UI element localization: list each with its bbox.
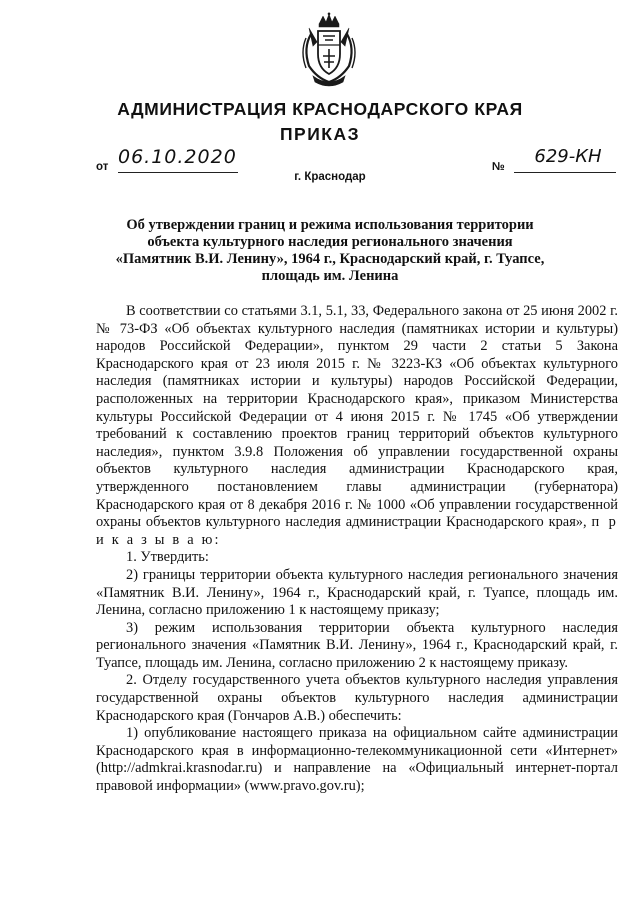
number-value: 629-КН — [534, 146, 602, 167]
city: г. Краснодар — [294, 171, 366, 183]
preamble-paragraph — [96, 303, 618, 549]
title-line: Об утверждении границ и режима использования территории — [126, 217, 534, 233]
document-type: ПРИКАЗ — [279, 124, 361, 144]
item-1-sub-2: 2) границы территории объекта культурного наследия регионального значения «Памятник В.И. Ленину», 1964 г., Краснодарский край, г. Туапсе, площадь им. Ленина, согласно приложению 1 к настоящему приказу; — [96, 566, 618, 619]
preamble-text: В соответствии со статьями 3.1, 5.1, 33, Федерального закона от 25 июня 2002 г. № 73-ФЗ «Об объектах культурного наследия (памятниках истории и культуры) народов Российской Федерации», пунктом 29 части 2 статьи 5 Закона Краснодарского края от 23 июля 2015 г. № 3223-КЗ «Об объектах культурного наследия (памятниках истории и культуры) народов Российской Федерации, расположенных на территории Краснодарского края», приказом Министерства культуры Российской Федерации от 4 июня 2015 г. № 1745 «Об утверждении требований к составлению проектов границ территорий объектов культурного наследия», пунктом 3.9.8 Положения об управлении государственной охраны объектов культурного наследия администрации Краснодарского края, утвержденного постановлением главы администрации (губернатора) Краснодарского края от 8 декабря 2016 г. № 1000 «Об управлении государственной охраны объектов культурного наследия администрации Краснодарского края», — [96, 303, 618, 531]
document-title — [110, 217, 550, 285]
organization-name: АДМИНИСТРАЦИЯ КРАСНОДАРСКОГО КРАЯ — [117, 99, 523, 119]
title-line: «Памятник В.И. Ленину», 1964 г., Краснодарский край, г. Туапсе, — [115, 251, 545, 267]
date-label: от — [96, 161, 109, 173]
order-word: п р и к а з ы в а ю: — [96, 514, 618, 548]
title-line: площадь им. Ленина — [261, 268, 399, 284]
item-2: 2. Отделу государственного учета объектов культурного наследия управления государственной охраны объектов культурного наследия администрации Краснодарского края (Гончаров А.В.) обеспечить: — [96, 672, 618, 724]
title-line: объекта культурного наследия регионального значения — [147, 234, 513, 250]
item-1: 1. Утвердить: — [126, 549, 209, 566]
number-label: № — [492, 161, 505, 173]
item-1-sub-3: 3) режим использования территории объекта культурного наследия регионального значения «Памятник В.И. Ленину», 1964 г., Краснодарский край, г. Туапсе, площадь им. Ленина, согласно приложению 2 к настоящему приказу. — [96, 619, 618, 671]
item-2-sub-1: 1) опубликование настоящего приказа на официальном сайте администрации Краснодарского края в информационно-телекоммуникационной сети «Интернет» (http://admkrai.krasnodar.ru) и направление на «Официальный интернет-портал правовой информации» (www.pravo.gov.ru); — [96, 725, 618, 795]
date-value: 06.10.2020 — [118, 146, 237, 168]
document-body — [96, 303, 618, 796]
krasnodar-krai-coat-of-arms-icon — [297, 12, 361, 88]
